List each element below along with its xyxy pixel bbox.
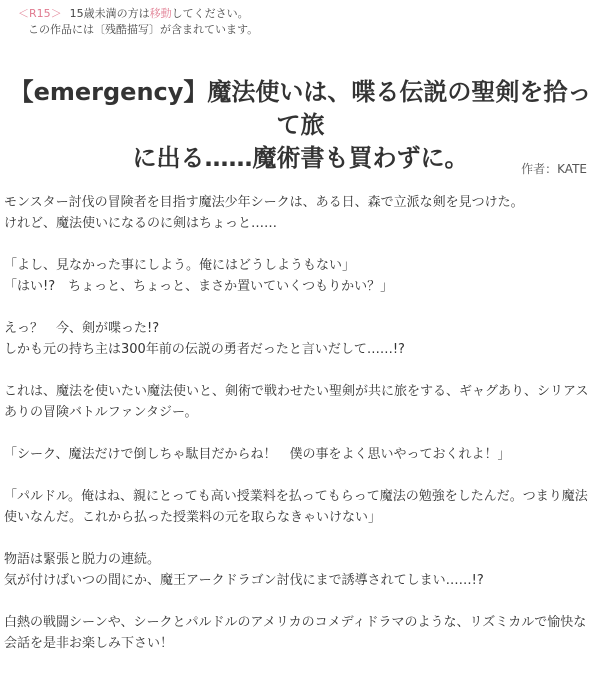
- synopsis-line: これは、魔法を使いたい魔法使いと、剣術で戦わせたい聖剣が共に旅をする、ギャグあり、シリアスありの冒険バトルファンタジー。: [4, 384, 589, 420]
- synopsis-paragraph: [4, 444, 594, 465]
- r15-badge: ＜R15＞: [18, 7, 62, 20]
- synopsis-paragraph: [4, 612, 594, 654]
- synopsis-line: 「よし、見なかった事にしよう。俺にはどうしようもない」: [4, 258, 356, 273]
- synopsis-line: けれど、魔法使いになるのに剣はちょっと……: [4, 216, 278, 231]
- synopsis: [4, 192, 594, 675]
- age-notice-text-before: 15歳未満の方は: [69, 7, 150, 20]
- synopsis-paragraph: [4, 486, 594, 528]
- age-notice-text-after: してください。: [171, 7, 249, 20]
- title-line-1: 【emergency】魔法使いは、喋る伝説の聖剣を拾って旅: [9, 78, 592, 139]
- age-notice: [18, 6, 583, 22]
- synopsis-line: 「はい!? ちょっと、ちょっと、まさか置いていくつもりかい？」: [4, 279, 394, 294]
- synopsis-line: えっ？ 今、剣が喋った!?: [4, 321, 160, 336]
- synopsis-line: モンスター討伐の冒険者を目指す魔法少年シークは、ある日、森で立派な剣を見つけた。: [4, 195, 524, 210]
- novel-title: [0, 76, 601, 175]
- synopsis-paragraph: [4, 318, 594, 360]
- content-warning: この作品には〔残酷描写〕が含まれています。: [28, 23, 259, 36]
- title-line-2: に出る……魔術書も買わずに。: [132, 144, 469, 172]
- synopsis-line: 物語は緊張と脱力の連続。: [4, 552, 161, 567]
- synopsis-line: 白熱の戦闘シーンや、シークとパルドルのアメリカのコメディドラマのような、リズミカルで愉快な会話を是非お楽しみ下さい！: [4, 615, 587, 651]
- synopsis-line: 「シーク、魔法だけで倒しちゃ駄目だからね！ 僕の事をよく思いやっておくれよ！」: [4, 447, 511, 462]
- synopsis-paragraph: [4, 255, 594, 297]
- synopsis-line: 気が付けばいつの間にか、魔王アークドラゴン討伐にまで誘導されてしまい……!?: [4, 573, 484, 588]
- content-notice: [18, 6, 583, 38]
- synopsis-line: 「パルドル。俺はね、親にとっても高い授業料を払ってもらって魔法の勉強をしたんだ。つまり魔法使いなんだ。これから払った授業料の元を取らなきゃいけない」: [4, 489, 588, 525]
- author-name: 作者：KATE: [521, 162, 587, 176]
- synopsis-line: しかも元の持ち主は300年前の伝説の勇者だったと言いだして……!?: [4, 342, 405, 357]
- synopsis-paragraph: [4, 549, 594, 591]
- synopsis-paragraph: [4, 381, 594, 423]
- move-link[interactable]: 移動: [149, 7, 172, 20]
- synopsis-paragraph: [4, 192, 594, 234]
